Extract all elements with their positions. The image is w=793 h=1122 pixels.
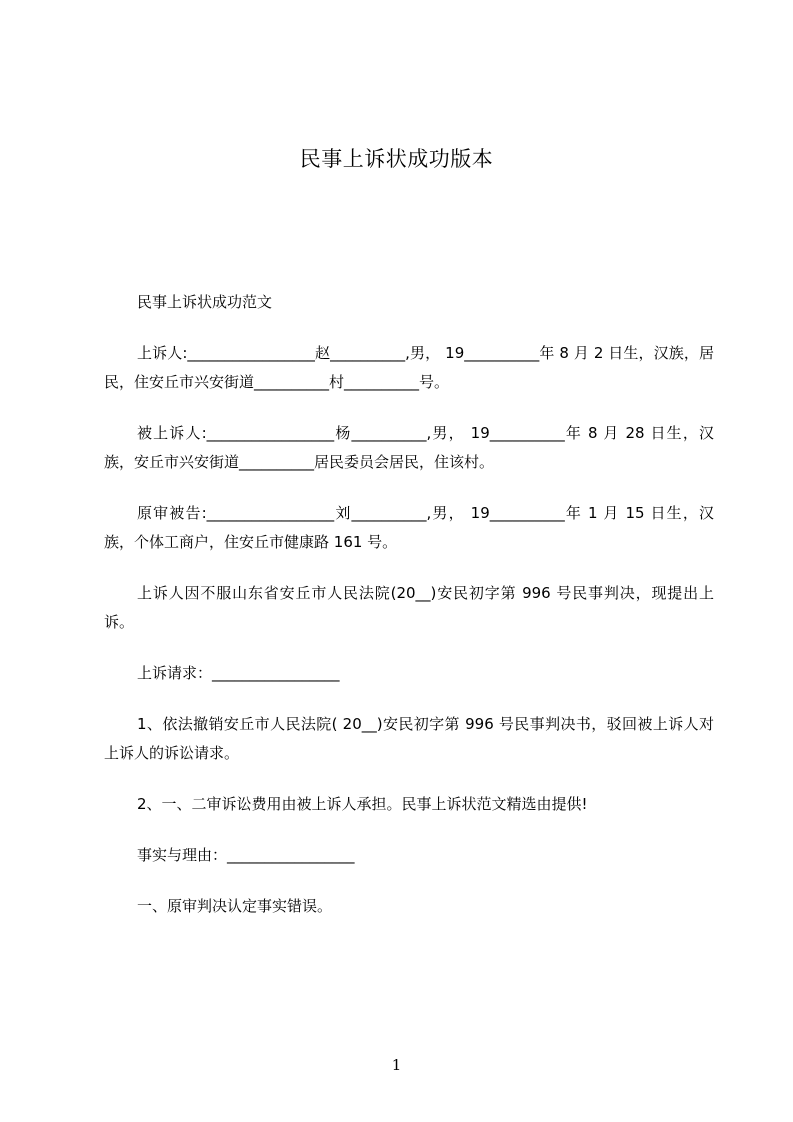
- paragraph-original-defendant: 原审被告:_________________刘__________,男， 19__________年 1 月 15 日生，汉族，个体工商户，住安丘市健康路 161 号。: [104, 504, 714, 551]
- document-body: [104, 288, 714, 921]
- paragraph-request-1: 1、依法撤销安丘市人民法院( 20__)安民初字第 996 号民事判决书，驳回被上诉人对上诉人的诉讼请求。: [104, 715, 714, 762]
- paragraph-request-2: 2、一、二审诉讼费用由被上诉人承担。民事上诉状范文精选由提供!: [137, 795, 588, 813]
- paragraph-appeal-statement: 上诉人因不服山东省安丘市人民法院(20__)安民初字第 996 号民事判决，现提出上诉。: [104, 584, 714, 631]
- paragraph-appellee: 被上诉人:_________________杨__________,男， 19__________年 8 月 28 日生，汉族，安丘市兴安街道__________居民委员会居民，住该村。: [104, 424, 714, 471]
- paragraph-fact-1: 一、原审判决认定事实错误。: [137, 897, 333, 915]
- paragraph-intro: 民事上诉状成功范文: [137, 293, 273, 311]
- paragraph-appeal-request-heading: 上诉请求：_________________: [137, 664, 340, 682]
- paragraph-appellant: 上诉人:_________________赵__________,男， 19__________年 8 月 2 日生，汉族，居民，住安丘市兴安街道__________村__________号。: [104, 344, 714, 391]
- paragraph-facts-heading: 事实与理由：_________________: [137, 846, 355, 864]
- page-number: 1: [391, 1056, 402, 1074]
- document-title: 民事上诉状成功版本: [299, 147, 494, 171]
